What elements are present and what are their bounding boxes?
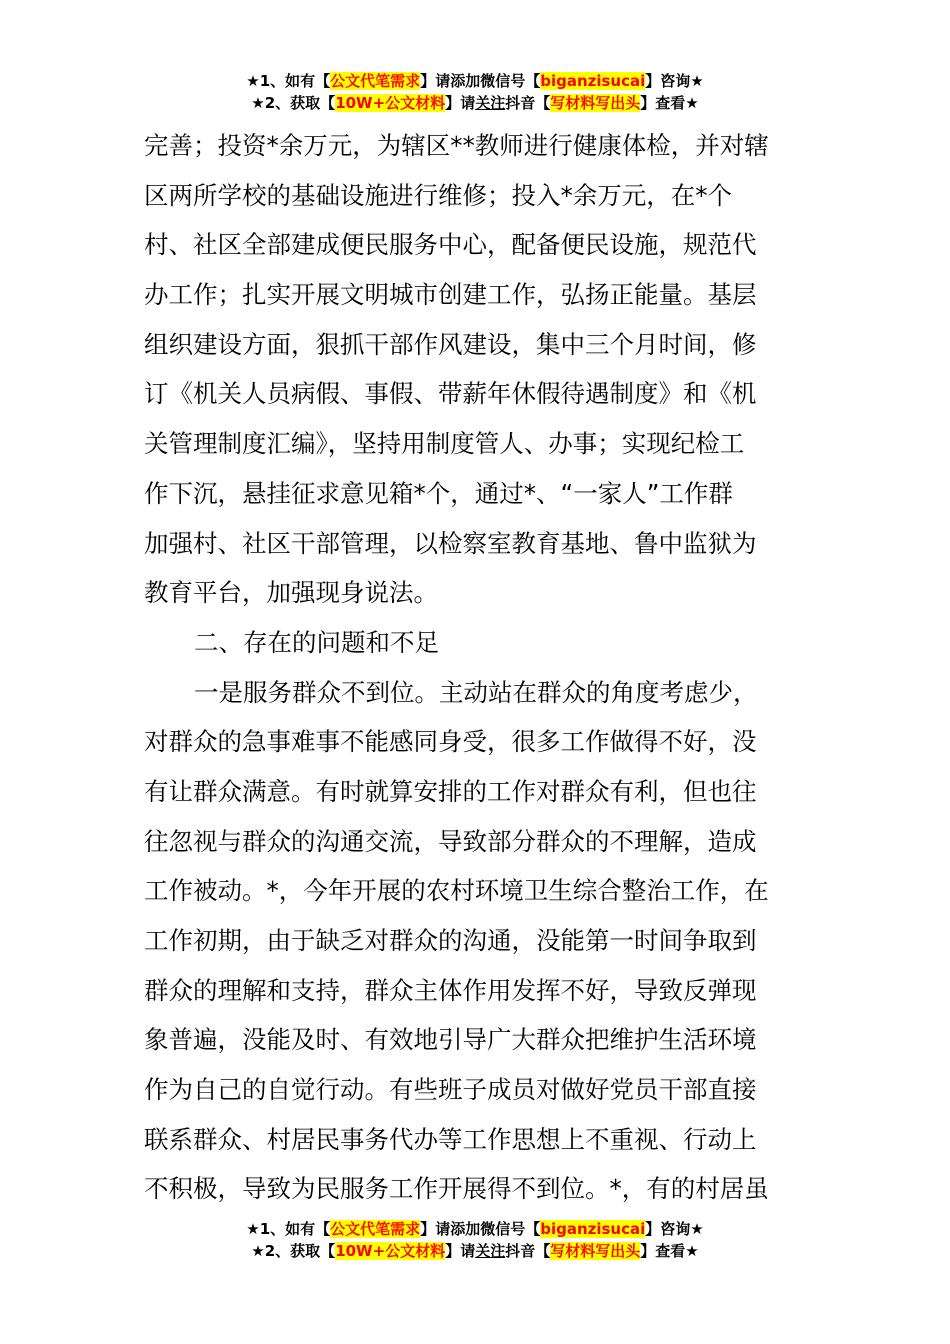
body-line: 象普遍，没能及时、有效地引导广大群众把维护生活环境 [144, 1025, 757, 1055]
body-line: 关管理制度汇编》，坚持用制度管人、办事；实现纪检工 [144, 429, 745, 459]
body-line: 作为自己的自觉行动。有些班子成员对做好党员干部直接 [144, 1075, 757, 1105]
body-line: 对群众的急事难事不能感同身受，很多工作做得不好，没 [144, 727, 757, 757]
body-line: 联系群众、村居民事务代办等工作思想上不重视、行动上 [144, 1124, 757, 1154]
banner-line-2: ★2、获取【10W+公文材料】请关注抖音【写材料写出头】查看★ [251, 94, 699, 112]
banner-underlined-follow: 关注 [475, 94, 506, 112]
document-body [144, 121, 810, 1214]
banner-line-2: ★2、获取【10W+公文材料】请关注抖音【写材料写出头】查看★ [251, 1242, 699, 1260]
body-line: 不积极，导致为民服务工作开展得不到位。*，有的村居虽 [144, 1174, 769, 1204]
header-banner [0, 70, 950, 114]
banner-line-1: ★1、如有【公文代笔需求】请添加微信号【biganzisucai】咨询★ [246, 72, 704, 90]
body-line: 工作初期，由于缺乏对群众的沟通，没能第一时间争取到 [144, 926, 757, 955]
banner-highlight-materials: 10W+公文材料 [335, 94, 446, 112]
banner-highlight-wechat-id: biganzisucai [540, 72, 646, 90]
section-heading: 二、存在的问题和不足 [194, 627, 439, 657]
footer-banner [0, 1218, 950, 1262]
body-line: 组织建设方面，狠抓干部作风建设，集中三个月时间，修 [144, 329, 757, 359]
banner-highlight-writing-service: 公文代笔需求 [330, 1220, 421, 1238]
banner-highlight-materials: 10W+公文材料 [335, 1242, 446, 1260]
body-line: 往忽视与群众的沟通交流，导致部分群众的不理解，造成 [144, 826, 757, 856]
body-line: 作下沉，悬挂征求意见箱*个，通过*、“一家人”工作群 [144, 478, 733, 508]
body-line: 教育平台，加强现身说法。 [144, 578, 438, 608]
banner-highlight-wechat-id: biganzisucai [540, 1220, 646, 1238]
banner-line-1: ★1、如有【公文代笔需求】请添加微信号【biganzisucai】咨询★ [246, 1220, 704, 1238]
banner-underlined-follow: 关注 [475, 1242, 506, 1260]
body-line: 加强村、社区干部管理，以检察室教育基地、鲁中监狱为 [144, 528, 757, 558]
body-line: 群众的理解和支持，群众主体作用发挥不好，导致反弹现 [144, 975, 757, 1005]
banner-highlight-douyin-account: 写材料写出头 [550, 1242, 641, 1260]
banner-highlight-writing-service: 公文代笔需求 [330, 72, 421, 90]
body-line: 村、社区全部建成便民服务中心，配备便民设施，规范代 [144, 230, 757, 260]
body-line: 一是服务群众不到位。主动站在群众的角度考虑少， [194, 677, 758, 707]
body-line: 工作被动。*，今年开展的农村环境卫生综合整治工作，在 [144, 876, 769, 906]
body-line: 区两所学校的基础设施进行维修；投入*余万元，在*个 [144, 180, 732, 210]
banner-highlight-douyin-account: 写材料写出头 [550, 94, 641, 112]
body-line: 完善；投资*余万元，为辖区**教师进行健康体检，并对辖 [144, 131, 769, 160]
body-line: 办工作；扎实开展文明城市创建工作，弘扬正能量。基层 [144, 280, 757, 310]
body-line: 订《机关人员病假、事假、带薪年休假待遇制度》和《机 [144, 379, 757, 409]
body-line: 有让群众满意。有时就算安排的工作对群众有利，但也往 [144, 776, 757, 806]
